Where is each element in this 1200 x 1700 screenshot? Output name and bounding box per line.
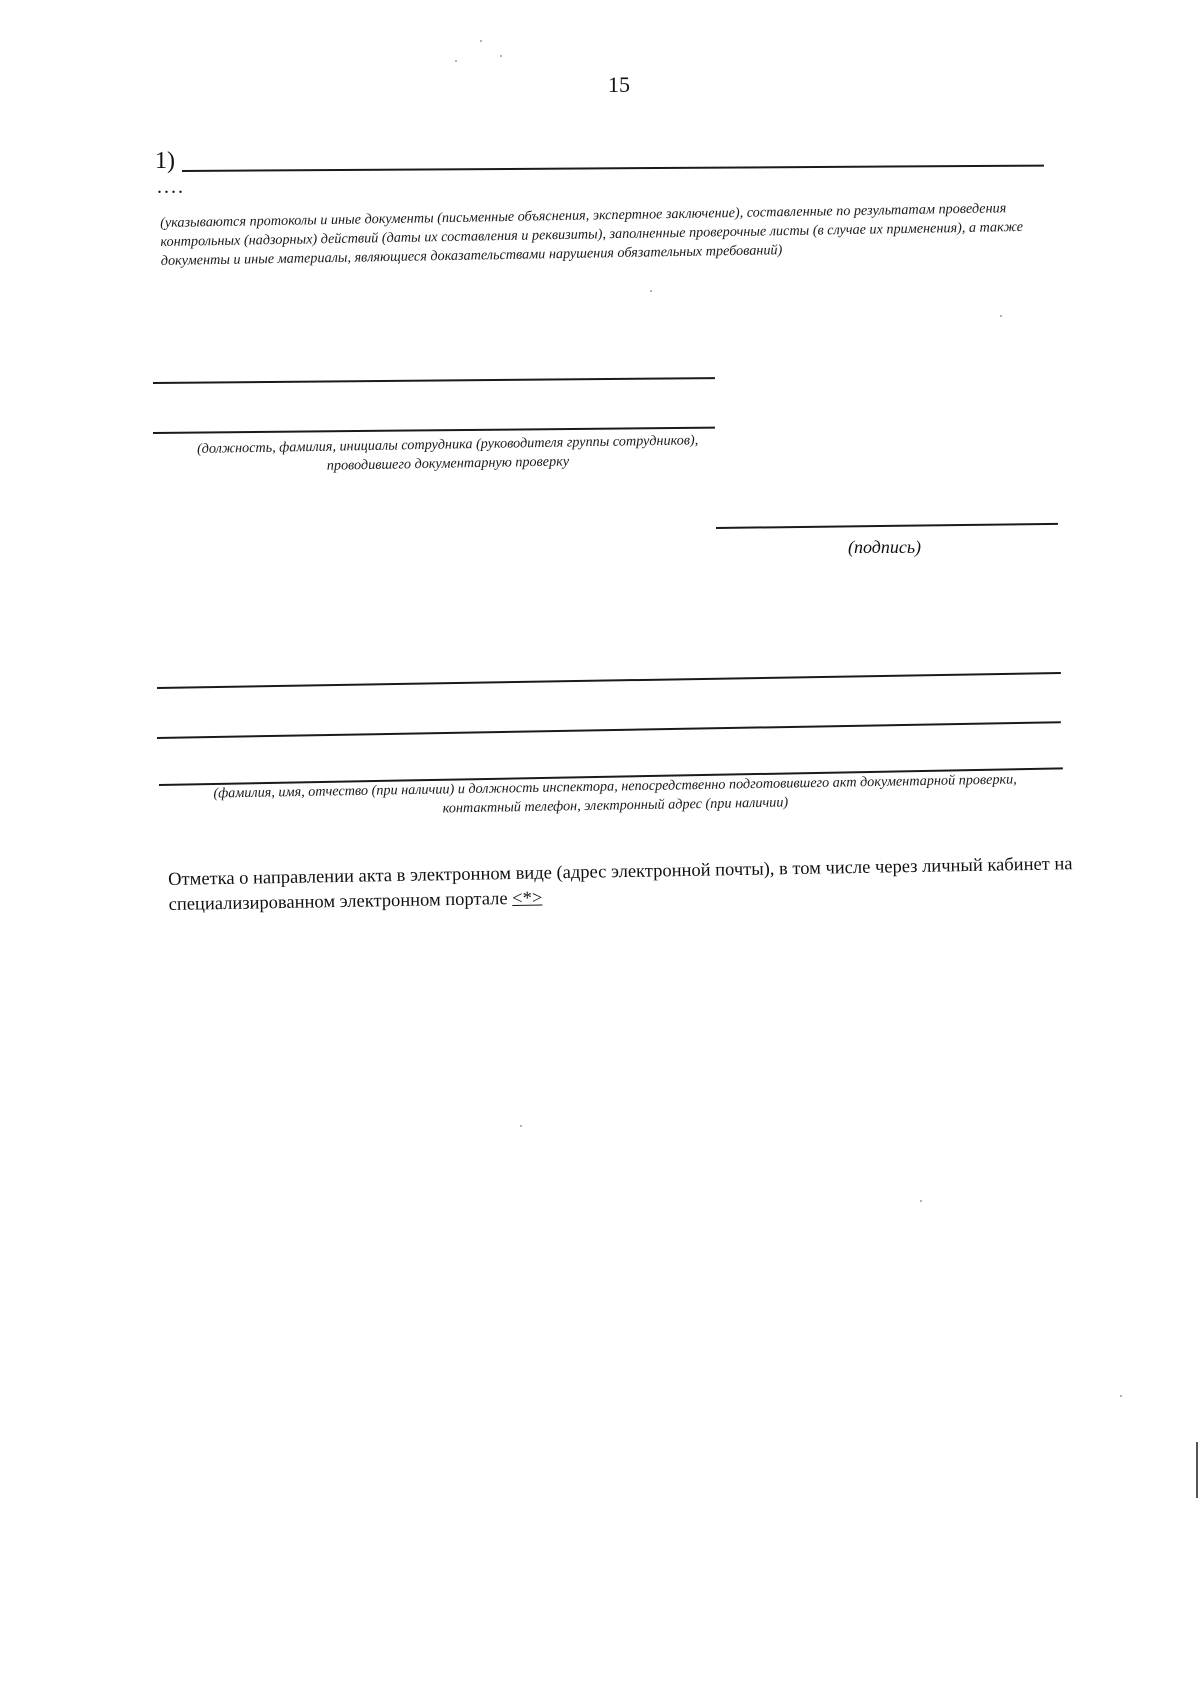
item-number-label: 1) [155, 148, 175, 174]
page-number: 15 [608, 72, 630, 97]
electronic-delivery-note [168, 852, 1074, 918]
documents-caption: (указываются протоколы и иные документы (письменные объяснения, экспертное заключение), составленные по результатам проведения контрольных (надзорных) действий (даты их составления и реквизиты), заполненные проверочные листы (в случае их применения), а также документы и иные материалы, являющиеся доказательствами нарушения обязательных требований) [160, 200, 1024, 269]
inspector-caption: (фамилия, имя, отчество (при наличии) и должность инспектора, непосредственно подготовившего акт документарной проверки, контактный телефон, электронный адрес (при наличии) [213, 771, 1017, 817]
note-text: Отметка о направлении акта в электронном виде (адрес электронной почты), в том числе через личный кабинет на специализированном электронном портале [168, 854, 1073, 915]
footnote-reference: <*> [512, 888, 543, 909]
continuation-dots: .... [157, 176, 185, 198]
scan-speck [920, 1200, 922, 1202]
scan-speck [520, 1125, 522, 1127]
scan-edge-mark [1196, 1442, 1198, 1498]
inspector-line-2 [157, 721, 1061, 739]
scan-speck [1000, 315, 1002, 317]
signature-caption: (подпись) [848, 537, 922, 557]
scan-speck [480, 40, 482, 42]
scan-speck [455, 60, 457, 62]
scan-speck [650, 290, 652, 292]
officer-caption: (должность, фамилия, инициалы сотрудника (руководителя группы сотрудников), проводившего документарную проверку [196, 432, 699, 474]
officer-line-1 [153, 377, 715, 384]
signature-line [716, 523, 1058, 529]
scan-speck [1120, 1395, 1122, 1397]
fill-in-line-item-1 [182, 165, 1044, 172]
scan-speck [500, 55, 502, 57]
inspector-line-1 [157, 672, 1061, 689]
